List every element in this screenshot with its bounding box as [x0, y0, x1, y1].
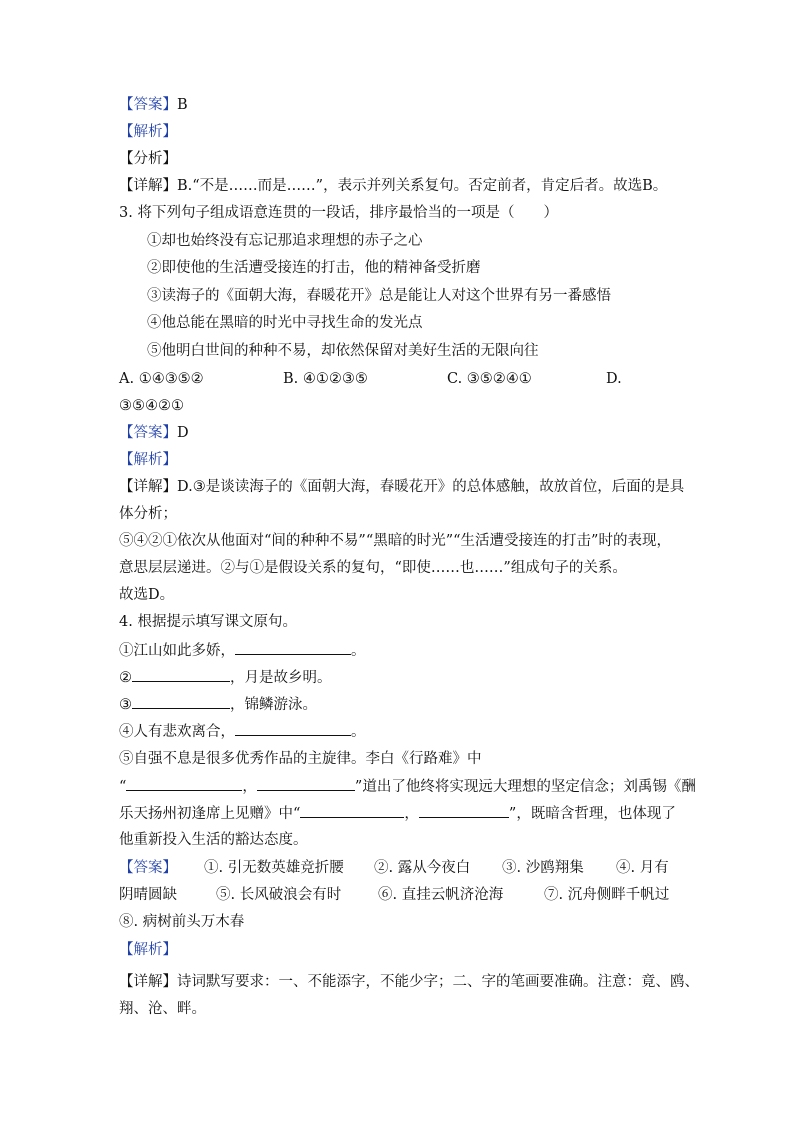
q3-option-d-content: ③⑤④②①: [119, 398, 184, 414]
q4-answer-8: ⑧. 病树前头万木春: [119, 914, 245, 930]
q4-blank-line-1: [119, 640, 366, 661]
q4-stem: 4. 根据提示填写课文原句。: [119, 614, 297, 630]
q3-option-a: A. ①④③⑤②: [119, 371, 204, 387]
q4-line-5: ⑤自强不息是很多优秀作品的主旋律。李白《行路难》中: [119, 751, 482, 767]
prompt-text: ，: [242, 779, 257, 795]
q4-answer-6: ⑥. 直挂云帆济沧海: [378, 887, 504, 903]
q4-answer-5: ⑤. 长风破浪会有时: [216, 887, 342, 903]
q4-detail-line-2: 翔、沧、畔。: [119, 1001, 206, 1017]
answer-tag: 【答案】: [119, 425, 177, 441]
prompt-text: 。: [351, 643, 366, 659]
q3-answer-line: [119, 423, 189, 443]
prompt-text: 乐天扬州初逢席上见赠》中“: [119, 806, 301, 822]
prompt-text: ②: [119, 670, 132, 686]
fenxi-tag: 【分析】: [119, 151, 177, 167]
prompt-text: ”道出了他终将实现远大理想的坚定信念；刘禹锡《酬: [354, 779, 696, 795]
q3-detail-line-4: 意思层层递进。②与①是假设关系的复句，“即使……也……”组成句子的关系。: [119, 560, 627, 576]
detail-text: B.“不是……而是……”，表示并列关系复句。否定前者，肯定后者。故选B。: [177, 178, 668, 194]
prompt-text: “: [119, 779, 127, 795]
q4-line-7: [119, 803, 676, 824]
q4-answer-4: ④. 月有: [616, 860, 669, 876]
q4-answer-2: ②. 露从今夜白: [374, 860, 471, 876]
q3-sentence-1: ①却也始终没有忘记那追求理想的赤子之心: [147, 233, 423, 249]
q4-line-8: 他重新投入生活的豁达态度。: [119, 832, 308, 848]
prompt-text: ”，既暗含哲理，也体现了: [508, 806, 676, 822]
fill-blank[interactable]: [132, 667, 230, 682]
detail-tag: 【详解】: [119, 479, 177, 495]
q4-answer-7: ⑦. 沉舟侧畔千帆过: [544, 887, 670, 903]
q3-detail-line-3: ⑤④②①依次从他面对“间的种种不易”“黑暗的时光”“生活遭受接连的打击”时的表现，: [119, 533, 671, 549]
analysis-tag: 【解析】: [119, 942, 177, 958]
q3-detail-line-1: [119, 477, 684, 497]
q3-sentence-3: ③读海子的《面朝大海，春暖花开》总是能让人对这个世界有另一番感悟: [147, 288, 611, 304]
prompt-text: ③: [119, 697, 132, 713]
fill-blank[interactable]: [257, 776, 355, 791]
detail-tag: 【详解】: [119, 974, 177, 990]
detail-text: D.③是谈读海子的《面朝大海，春暖花开》的总体感触，故放首位，后面的是具: [177, 479, 685, 495]
q3-option-d: D.: [606, 371, 622, 387]
q3-option-b: B. ④①②③⑤: [283, 371, 368, 387]
q4-answer-4-cont: 阴晴圆缺: [119, 887, 177, 903]
q4-blank-line-3: [119, 694, 317, 715]
detail-tag: 【详解】: [119, 178, 177, 194]
analysis-tag: 【解析】: [119, 452, 177, 468]
analysis-tag: 【解析】: [119, 124, 177, 140]
q2-detail-line: [119, 176, 667, 196]
q3-sentence-4: ④他总能在黑暗的时光中寻找生命的发光点: [147, 315, 423, 331]
prompt-text: ，锦鳞游泳。: [230, 697, 317, 713]
prompt-text: ，: [404, 806, 419, 822]
prompt-text: ，月是故乡明。: [230, 670, 332, 686]
fill-blank[interactable]: [132, 694, 230, 709]
q3-detail-line-5: 故选D。: [119, 587, 175, 603]
answer-tag: 【答案】: [119, 860, 177, 876]
q3-option-c: C. ③⑤②④①: [447, 371, 532, 387]
prompt-text: ④人有悲欢离合，: [119, 724, 235, 740]
q3-sentence-2: ②即使他的生活遭受接连的打击，他的精神备受折磨: [147, 260, 481, 276]
q4-answer-1: ①. 引无数英雄竞折腰: [204, 860, 344, 876]
q4-blank-line-2: [119, 667, 332, 688]
prompt-text: 。: [351, 724, 366, 740]
fill-blank[interactable]: [419, 803, 509, 818]
q4-line-6: [119, 776, 696, 797]
q4-detail-line-1: [119, 972, 699, 992]
q4-blank-line-4: [119, 721, 366, 742]
prompt-text: ①江山如此多娇，: [119, 643, 235, 659]
fill-blank[interactable]: [300, 803, 404, 818]
detail-text: 诗词默写要求：一、不能添字，不能少字；二、字的笔画要准确。注意：竟、鸥、: [177, 974, 699, 990]
q3-sentence-5: ⑤他明白世间的种种不易，却依然保留对美好生活的无限向往: [147, 343, 539, 359]
fill-blank[interactable]: [126, 776, 242, 791]
fill-blank[interactable]: [235, 640, 351, 655]
answer-tag: 【答案】: [119, 97, 177, 113]
answer-value: D: [177, 425, 189, 441]
q3-stem: 3. 将下列句子组成语意连贯的一段话，排序最恰当的一项是（ ）: [119, 205, 558, 221]
q4-answer-3: ③. 沙鸥翔集: [502, 860, 584, 876]
answer-value: B: [177, 97, 188, 113]
q2-answer-line: [119, 95, 188, 115]
fill-blank[interactable]: [235, 721, 351, 736]
q3-detail-line-2: 体分析；: [119, 506, 177, 522]
